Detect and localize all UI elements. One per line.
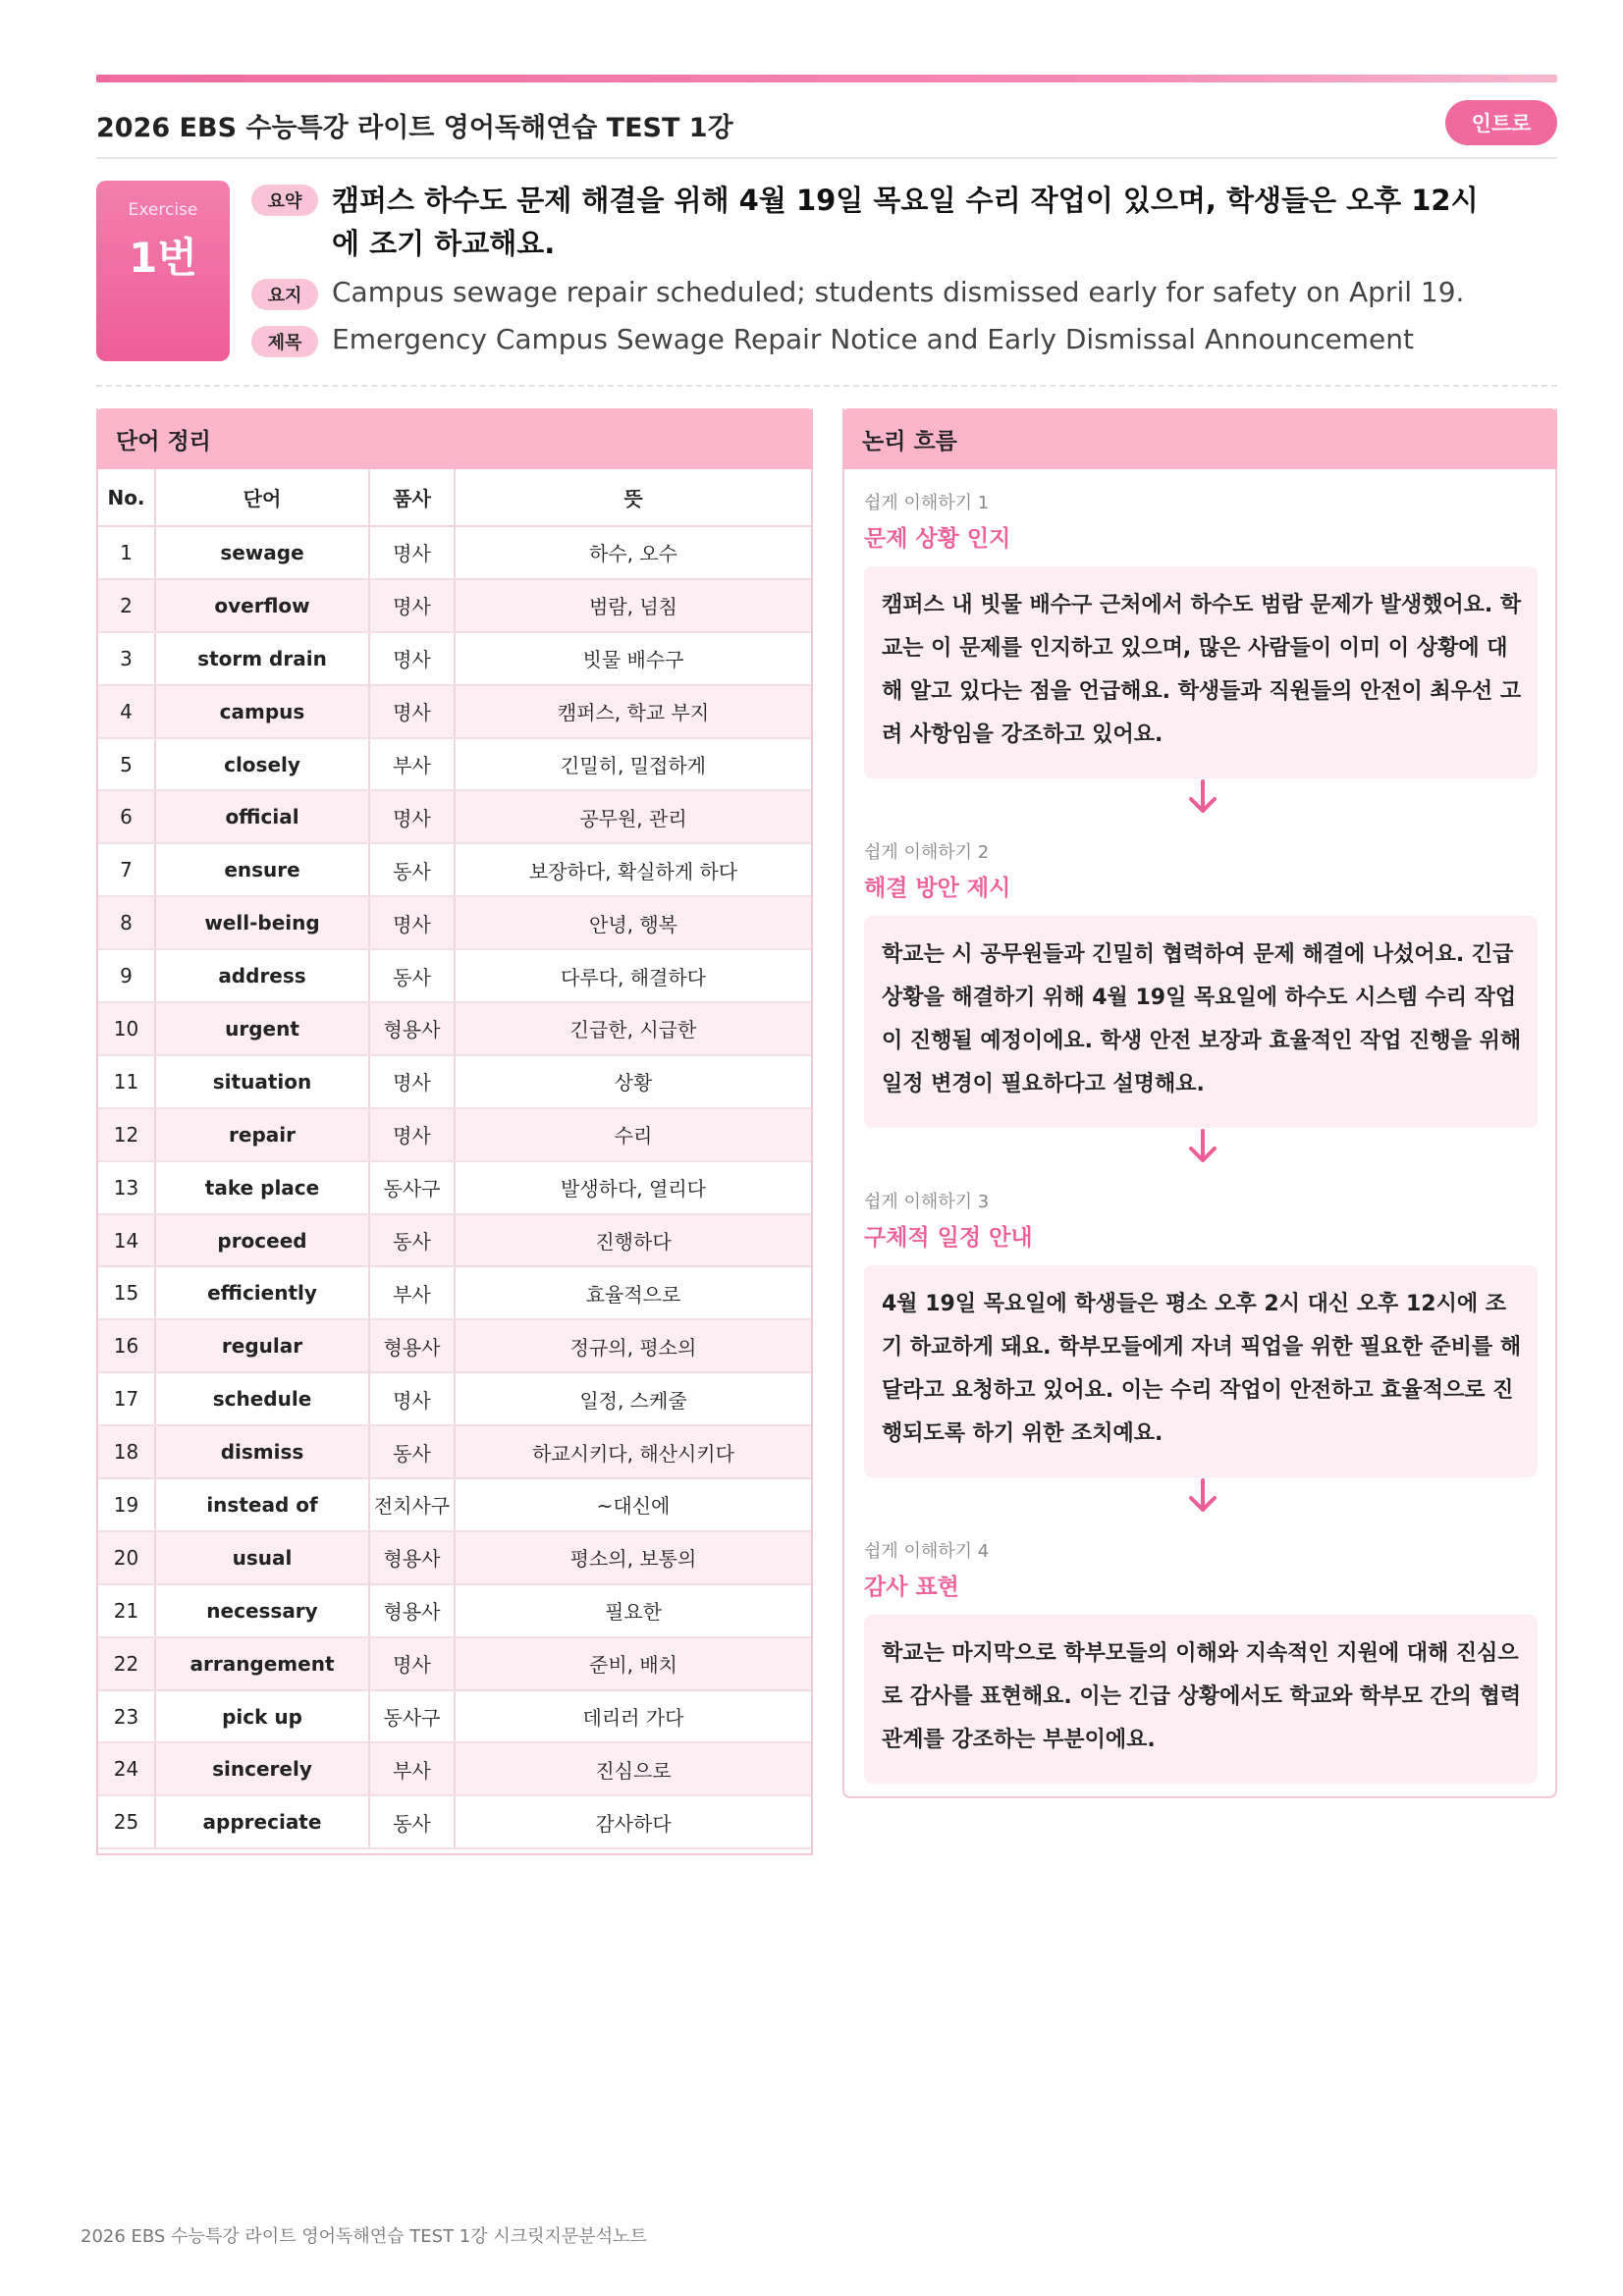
vocab-word: pick up — [155, 1690, 369, 1743]
part-of-speech: 형용사 — [369, 1531, 455, 1584]
summary-text: 캠퍼스 하수도 문제 해결을 위해 4월 19일 목요일 수리 작업이 있으며, 학생들은 오후 12시에 조기 하교해요. — [332, 184, 1479, 260]
row-number: 10 — [98, 1002, 155, 1055]
part-of-speech: 명사 — [369, 790, 455, 843]
vocab-word: well-being — [155, 896, 369, 949]
gist-text: Campus sewage repair scheduled; students dismissed early for safety on April 19. — [332, 276, 1465, 308]
part-of-speech: 명사 — [369, 1637, 455, 1690]
vocab-word: closely — [155, 738, 369, 791]
vocab-word: dismiss — [155, 1425, 369, 1478]
part-of-speech: 부사 — [369, 1742, 455, 1795]
table-row — [98, 1478, 811, 1531]
word-meaning: 진행하다 — [455, 1214, 811, 1267]
table-row — [98, 790, 811, 843]
row-number: 5 — [98, 738, 155, 791]
word-meaning: 보장하다, 확실하게 하다 — [455, 843, 811, 896]
vocab-word: appreciate — [155, 1795, 369, 1848]
page-header — [96, 94, 1557, 159]
word-meaning: 정규의, 평소의 — [455, 1319, 811, 1372]
intro-button[interactable]: 인트로 — [1445, 100, 1557, 145]
part-of-speech: 명사 — [369, 1055, 455, 1108]
section-divider — [96, 385, 1557, 387]
word-meaning: 캠퍼스, 학교 부지 — [455, 685, 811, 738]
vocab-word: storm drain — [155, 632, 369, 685]
step-text: 4월 19일 목요일에 학생들은 평소 오후 2시 대신 오후 12시에 조기 하교하게 돼요. 학부모들에게 자녀 픽업을 위한 필요한 준비를 해달라고 요청하고 있어요. 이는 수리 작업이 안전하고 효율적으로 진행되도록 하기 위한 조치예요. — [864, 1265, 1538, 1477]
word-meaning: 진심으로 — [455, 1742, 811, 1795]
vocab-word: official — [155, 790, 369, 843]
table-row — [98, 579, 811, 632]
page-footer: 2026 EBS 수능특강 라이트 영어독해연습 TEST 1강 시크릿지문분석노트 — [81, 2226, 647, 2247]
logic-step-2 — [864, 838, 1538, 1128]
row-number: 24 — [98, 1742, 155, 1795]
vocab-word: campus — [155, 685, 369, 738]
row-number: 23 — [98, 1690, 155, 1743]
word-meaning: 효율적으로 — [455, 1266, 811, 1319]
table-row — [98, 1372, 811, 1425]
gist-tag: 요지 — [251, 279, 318, 310]
table-row — [98, 1690, 811, 1743]
summary-tag: 요약 — [251, 185, 318, 216]
vocab-word: necessary — [155, 1584, 369, 1637]
step-title: 감사 표현 — [864, 1575, 959, 1600]
vocab-word: arrangement — [155, 1637, 369, 1690]
arrow-down-icon — [1186, 1127, 1219, 1166]
row-number: 21 — [98, 1584, 155, 1637]
word-meaning: 수리 — [455, 1108, 811, 1161]
table-row — [98, 738, 811, 791]
col-pos: 품사 — [369, 469, 455, 526]
table-row — [98, 949, 811, 1002]
part-of-speech: 부사 — [369, 738, 455, 791]
table-row — [98, 526, 811, 579]
table-row — [98, 1055, 811, 1108]
part-of-speech: 형용사 — [369, 1584, 455, 1637]
page-title: 2026 EBS 수능특강 라이트 영어독해연습 TEST 1강 — [96, 113, 733, 143]
word-meaning: 하수, 오수 — [455, 526, 811, 579]
word-meaning: ~대신에 — [455, 1478, 811, 1531]
step-title: 문제 상황 인지 — [864, 526, 1011, 552]
row-number: 20 — [98, 1531, 155, 1584]
part-of-speech: 동사구 — [369, 1161, 455, 1214]
table-row — [98, 896, 811, 949]
part-of-speech: 동사 — [369, 949, 455, 1002]
step-text: 학교는 마지막으로 학부모들의 이해와 지속적인 지원에 대해 진심으로 감사를 표현해요. 이는 긴급 상황에서도 학교와 학부모 간의 협력 관계를 강조하는 부분이에요. — [864, 1615, 1538, 1784]
vocab-heading: 단어 정리 — [96, 408, 813, 469]
row-number: 2 — [98, 579, 155, 632]
logic-step-4 — [864, 1537, 1538, 1784]
table-row — [98, 685, 811, 738]
step-label: 쉽게 이해하기 4 — [864, 1541, 990, 1562]
table-row — [98, 1214, 811, 1267]
title-text: Emergency Campus Sewage Repair Notice and Early Dismissal Announcement — [332, 323, 1414, 355]
step-text: 학교는 시 공무원들과 긴밀히 협력하여 문제 해결에 나섰어요. 긴급 상황을 해결하기 위해 4월 19일 목요일에 하수도 시스템 수리 작업이 진행될 예정이에요. 학생 안전 보장과 효율적인 작업 진행을 위해 일정 변경이 필요하다고 설명해요. — [864, 916, 1538, 1128]
logic-heading: 논리 흐름 — [842, 408, 1557, 469]
arrow-down-icon — [1186, 1476, 1219, 1516]
top-accent-bar — [96, 75, 1557, 82]
word-meaning: 발생하다, 열리다 — [455, 1161, 811, 1214]
vocab-word: schedule — [155, 1372, 369, 1425]
table-row — [98, 843, 811, 896]
row-number: 4 — [98, 685, 155, 738]
row-number: 3 — [98, 632, 155, 685]
row-number: 11 — [98, 1055, 155, 1108]
vocab-word: ensure — [155, 843, 369, 896]
logic-panel — [842, 408, 1557, 1798]
row-number: 17 — [98, 1372, 155, 1425]
step-text: 캠퍼스 내 빗물 배수구 근처에서 하수도 범람 문제가 발생했어요. 학교는 이 문제를 인지하고 있으며, 많은 사람들이 이미 이 상황에 대해 알고 있다는 점을 언급해요. 학생들과 직원들의 안전이 최우선 고려 사항임을 강조하고 있어요. — [864, 566, 1538, 778]
row-number: 6 — [98, 790, 155, 843]
table-row — [98, 1161, 811, 1214]
step-label: 쉽게 이해하기 1 — [864, 493, 990, 513]
table-row — [98, 1319, 811, 1372]
word-meaning: 공무원, 관리 — [455, 790, 811, 843]
part-of-speech: 명사 — [369, 896, 455, 949]
word-meaning: 빗물 배수구 — [455, 632, 811, 685]
row-number: 16 — [98, 1319, 155, 1372]
title-tag: 제목 — [251, 326, 318, 357]
part-of-speech: 명사 — [369, 685, 455, 738]
step-label: 쉽게 이해하기 2 — [864, 842, 990, 863]
row-number: 25 — [98, 1795, 155, 1848]
table-row — [98, 1637, 811, 1690]
part-of-speech: 명사 — [369, 1108, 455, 1161]
step-title: 구체적 일정 안내 — [864, 1225, 1033, 1251]
vocab-table — [98, 469, 811, 1849]
word-meaning: 감사하다 — [455, 1795, 811, 1848]
row-number: 12 — [98, 1108, 155, 1161]
word-meaning: 긴밀히, 밀접하게 — [455, 738, 811, 791]
table-row — [98, 1108, 811, 1161]
part-of-speech: 명사 — [369, 579, 455, 632]
part-of-speech: 동사 — [369, 843, 455, 896]
vocab-panel — [96, 408, 813, 1855]
table-row — [98, 1795, 811, 1848]
table-row — [98, 1002, 811, 1055]
row-number: 14 — [98, 1214, 155, 1267]
vocab-word: sincerely — [155, 1742, 369, 1795]
col-no: No. — [98, 469, 155, 526]
table-row — [98, 1266, 811, 1319]
word-meaning: 범람, 넘침 — [455, 579, 811, 632]
vocab-word: sewage — [155, 526, 369, 579]
vocab-word: efficiently — [155, 1266, 369, 1319]
row-number: 18 — [98, 1425, 155, 1478]
logic-step-3 — [864, 1188, 1538, 1477]
part-of-speech: 동사 — [369, 1425, 455, 1478]
table-row — [98, 1584, 811, 1637]
vocab-word: regular — [155, 1319, 369, 1372]
table-row — [98, 1425, 811, 1478]
row-number: 13 — [98, 1161, 155, 1214]
vocab-word: repair — [155, 1108, 369, 1161]
word-meaning: 필요한 — [455, 1584, 811, 1637]
table-row — [98, 1742, 811, 1795]
part-of-speech: 동사 — [369, 1214, 455, 1267]
vocab-word: usual — [155, 1531, 369, 1584]
row-number: 8 — [98, 896, 155, 949]
row-number: 19 — [98, 1478, 155, 1531]
summary-section — [96, 181, 1557, 383]
table-row — [98, 632, 811, 685]
vocab-word: take place — [155, 1161, 369, 1214]
part-of-speech: 명사 — [369, 632, 455, 685]
word-meaning: 일정, 스케줄 — [455, 1372, 811, 1425]
part-of-speech: 동사구 — [369, 1690, 455, 1743]
word-meaning: 하교시키다, 해산시키다 — [455, 1425, 811, 1478]
part-of-speech: 형용사 — [369, 1319, 455, 1372]
word-meaning: 다루다, 해결하다 — [455, 949, 811, 1002]
row-number: 22 — [98, 1637, 155, 1690]
logic-step-1 — [864, 489, 1538, 778]
col-word: 단어 — [155, 469, 369, 526]
part-of-speech: 부사 — [369, 1266, 455, 1319]
col-meaning: 뜻 — [455, 469, 811, 526]
vocab-word: proceed — [155, 1214, 369, 1267]
word-meaning: 상황 — [455, 1055, 811, 1108]
word-meaning: 데리러 가다 — [455, 1690, 811, 1743]
row-number: 1 — [98, 526, 155, 579]
vocab-word: urgent — [155, 1002, 369, 1055]
exercise-number: 1번 — [129, 234, 197, 282]
table-row — [98, 1531, 811, 1584]
part-of-speech: 명사 — [369, 1372, 455, 1425]
exercise-badge — [96, 181, 230, 361]
step-label: 쉽게 이해하기 3 — [864, 1192, 990, 1212]
vocab-word: overflow — [155, 579, 369, 632]
vocab-word: situation — [155, 1055, 369, 1108]
row-number: 15 — [98, 1266, 155, 1319]
word-meaning: 준비, 배치 — [455, 1637, 811, 1690]
step-title: 해결 방안 제시 — [864, 876, 1011, 901]
vocab-word: address — [155, 949, 369, 1002]
word-meaning: 긴급한, 시급한 — [455, 1002, 811, 1055]
vocab-word: instead of — [155, 1478, 369, 1531]
part-of-speech: 동사 — [369, 1795, 455, 1848]
word-meaning: 안녕, 행복 — [455, 896, 811, 949]
word-meaning: 평소의, 보통의 — [455, 1531, 811, 1584]
exercise-label: Exercise — [128, 200, 198, 220]
row-number: 9 — [98, 949, 155, 1002]
part-of-speech: 명사 — [369, 526, 455, 579]
part-of-speech: 전치사구 — [369, 1478, 455, 1531]
arrow-down-icon — [1186, 777, 1219, 817]
part-of-speech: 형용사 — [369, 1002, 455, 1055]
vocab-header-row — [98, 469, 811, 526]
row-number: 7 — [98, 843, 155, 896]
